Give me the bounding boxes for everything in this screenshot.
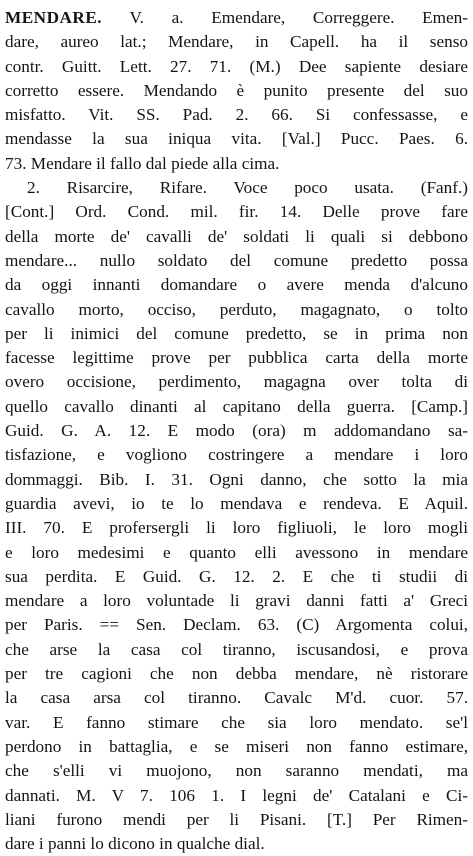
text-line-29: la casa arsa col tiranno. Cavalc M'd. cuor. 57. [5,688,468,708]
text-line-26: per Paris. == Sen. Declam. 63. (C) Argomenta colui, [5,615,468,635]
text-line-18: Guid. G. A. 12. E modo (ora) m addomandano sa- [5,421,468,441]
text-line-10: della morte de' cavalli de' soldati li quali si debbono [5,226,468,246]
text-line-25: mendare a loro voluntade li gravi danni fatti a' Greci [5,591,468,611]
text-line-5: misfatto. Vit. SS. Pad. 2. 66. Si confessasse, e [5,105,468,125]
text-line-20: dommaggi. Bib. I. 31. Ogni danno, che sotto la mia [5,469,468,489]
text-line-6: mendasse la sua iniqua vita. [Val.] Pucc. Paes. 6. [5,129,468,149]
dictionary-entry [5,6,468,856]
text-line-30: var. E fanno stimare che sia loro mendato. se'l [5,712,468,732]
text-line-24: sua perdita. E Guid. G. 12. 2. E che ti studii di [5,566,468,586]
text-line-2: dare, aureo lat.; Mendare, in Capell. ha il senso [5,32,468,52]
text-line-33: dannati. M. V 7. 106 1. I legni de' Catalani e Ci- [5,785,468,805]
text-line-4: corretto essere. Mendando è punito presente del suo [5,80,468,100]
text-line-21: guardia avevi, io te lo mendava e rendeva. E Aquil. [5,493,468,513]
text-line-7: 73. Mendare il fallo dal piede alla cima. [5,153,280,173]
text-line-31: perdono in battaglia, e se miseri non fanno estimare, [5,736,468,756]
text-line-3: contr. Guitt. Lett. 27. 71. (M.) Dee sapiente desiare [5,56,468,76]
text-line-9: [Cont.] Ord. Cond. mil. fir. 14. Delle prove fare [5,202,468,222]
text-line-1 [5,6,468,30]
text-line-34: liani furono mendi per li Pisani. [T.] Per Rimen- [5,809,468,829]
text-line-11: mendare... nullo soldato del comune predetto possa [5,250,468,270]
text-line-23: e loro medesimi e quanto elli avessono in mendare [5,542,468,562]
text-line-15: facesse legittime prove per pubblica carta della morte [5,348,468,368]
text-line-1-rest: V. a. Emendare, Correggere. Emen- [129,8,468,27]
text-line-32: che s'elli vi muojono, non saranno mendati, ma [5,761,468,781]
text-line-16: overo occisione, perdimento, magagna over tolta di [5,372,468,392]
text-line-27: che arse la casa col tiranno, iscusandosi, e prova [5,639,468,659]
text-line-14: per li inimici del comune predetto, se in prima non [5,323,468,343]
text-line-13: cavallo morto, occiso, perduto, magagnato, o tolto [5,299,468,319]
text-line-35: dare i panni lo dicono in qualche dial. [5,834,265,854]
text-line-12: da oggi innanti domandare o avere menda d'alcuno [5,275,468,295]
text-line-17: quello cavallo dinanti al capitano della guerra. [Camp.] [5,396,468,416]
text-line-28: per tre cagioni che non debba mendare, nè ristorare [5,664,468,684]
text-line-22: III. 70. E profersergli li loro figliuoli, le loro mogli [5,518,468,538]
text-line-8: 2. Risarcire, Rifare. Voce poco usata. (Fanf.) [27,178,468,198]
text-line-19: tisfazione, e vogliono costringere a mendare i loro [5,445,468,465]
headword: MENDARE. [5,8,103,27]
